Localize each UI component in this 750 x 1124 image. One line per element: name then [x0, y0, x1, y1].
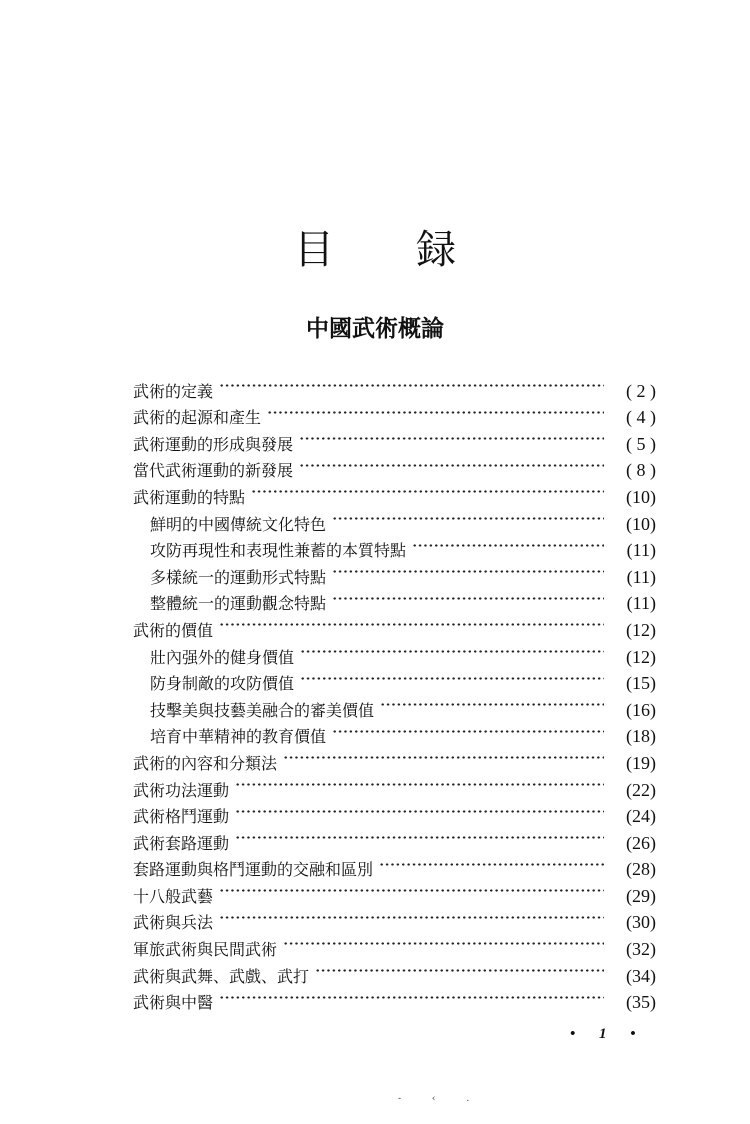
toc-entry-label: 壯內强外的健身價值 — [150, 647, 295, 667]
scan-artifacts: - ‹ . — [398, 1094, 484, 1104]
dot-leader — [283, 742, 604, 769]
dot-leader — [379, 849, 604, 876]
dot-leader — [300, 663, 604, 690]
toc-entry-page: (12) — [626, 646, 656, 667]
toc-entry-page: (29) — [626, 885, 656, 906]
toc-entry-page: (34) — [626, 965, 656, 986]
toc-entry-page: (28) — [626, 859, 656, 880]
toc-entry-label: 攻防再現性和表現性兼蓄的本質特點 — [150, 541, 407, 561]
section-title: 中國武術概論 — [306, 316, 444, 342]
dot-leader — [219, 982, 604, 1009]
toc-entry-label: 武術的內容和分類法 — [133, 753, 278, 773]
toc-entry-label: 整體統一的運動觀念特點 — [150, 594, 327, 614]
dot-leader — [283, 928, 604, 955]
dot-leader — [219, 902, 604, 929]
toc-entry-page: (22) — [626, 779, 656, 800]
dot-leader — [267, 397, 604, 424]
toc-entry-label: 軍旅武術與民間武術 — [133, 940, 278, 960]
dot-leader — [219, 609, 604, 636]
dot-leader — [235, 796, 604, 823]
toc-entry-page: (16) — [626, 699, 656, 720]
toc-entry-label: 培育中華精神的教育價值 — [150, 727, 327, 747]
dot-leader — [299, 423, 604, 450]
toc-entry-page: (32) — [626, 939, 656, 960]
toc-entry-page: (26) — [626, 832, 656, 853]
dot-leader — [299, 450, 604, 477]
title-char-1: 目 — [294, 227, 334, 273]
dot-leader — [332, 556, 604, 583]
toc-entry-page: (10) — [626, 513, 656, 534]
toc-entry-page: ( 4 ) — [626, 407, 656, 428]
toc-entry-page: (12) — [626, 619, 656, 640]
toc-entry-page: (11) — [626, 593, 656, 614]
dot-leader — [235, 822, 604, 849]
dot-leader — [380, 689, 604, 716]
toc-entry-label: 武術與武舞、武戲、武打 — [133, 966, 310, 986]
page-number: • 1 • — [570, 1026, 646, 1042]
toc-entry-page: ( 2 ) — [626, 380, 656, 401]
toc-entry-label: 武術與兵法 — [133, 913, 214, 933]
toc-entry-label: 武術的價值 — [133, 620, 214, 640]
dot-leader — [332, 503, 604, 530]
dot-leader — [412, 530, 604, 557]
toc-entry-label: 套路運動與格鬥運動的交融和區別 — [133, 860, 374, 880]
toc-entry-label: 技擊美與技藝美融合的審美價值 — [150, 700, 375, 720]
toc-entry-label: 十八般武藝 — [133, 886, 214, 906]
toc-entry-page: (24) — [626, 806, 656, 827]
dot-leader — [219, 875, 604, 902]
toc-entry-page: (11) — [626, 540, 656, 561]
dot-leader — [332, 583, 604, 610]
toc-entry-page: (35) — [626, 992, 656, 1013]
dot-leader — [315, 955, 604, 982]
toc-entry-label: 武術功法運動 — [133, 780, 230, 800]
toc-entry-page: (10) — [626, 486, 656, 507]
title-char-2: 録 — [416, 227, 456, 273]
toc-entry-label: 武術套路運動 — [133, 833, 230, 853]
toc-entry-label: 防身制敵的攻防價值 — [150, 674, 295, 694]
toc-entry-page: (15) — [626, 673, 656, 694]
toc-entry-page: (18) — [626, 726, 656, 747]
toc-entry[interactable] — [133, 370, 656, 401]
toc-entry-page: (19) — [626, 752, 656, 773]
toc-entry-page: (30) — [626, 912, 656, 933]
toc-entry-label: 武術與中醫 — [133, 993, 214, 1013]
dot-leader — [332, 716, 604, 743]
toc-entry-page: (11) — [626, 566, 656, 587]
dot-leader — [235, 769, 604, 796]
toc-entry-label: 武術格鬥運動 — [133, 807, 230, 827]
dot-leader — [251, 476, 604, 503]
toc-entry-label: 武術運動的形成與發展 — [133, 434, 294, 454]
dot-leader — [219, 370, 604, 397]
toc-entry-label: 武術運動的特點 — [133, 487, 246, 507]
page-title — [0, 218, 750, 275]
toc-entry-page: ( 8 ) — [626, 460, 656, 481]
toc-entry-label: 當代武術運動的新發展 — [133, 461, 294, 481]
toc-entry-label: 武術的定義 — [133, 381, 214, 401]
dot-leader — [300, 636, 604, 663]
toc-entry-page: ( 5 ) — [626, 433, 656, 454]
toc-entry-label: 武術的起源和產生 — [133, 408, 262, 428]
table-of-contents — [133, 370, 656, 1013]
toc-entry-label: 多樣統一的運動形式特點 — [150, 567, 327, 587]
toc-entry-label: 鮮明的中國傳統文化特色 — [150, 514, 327, 534]
